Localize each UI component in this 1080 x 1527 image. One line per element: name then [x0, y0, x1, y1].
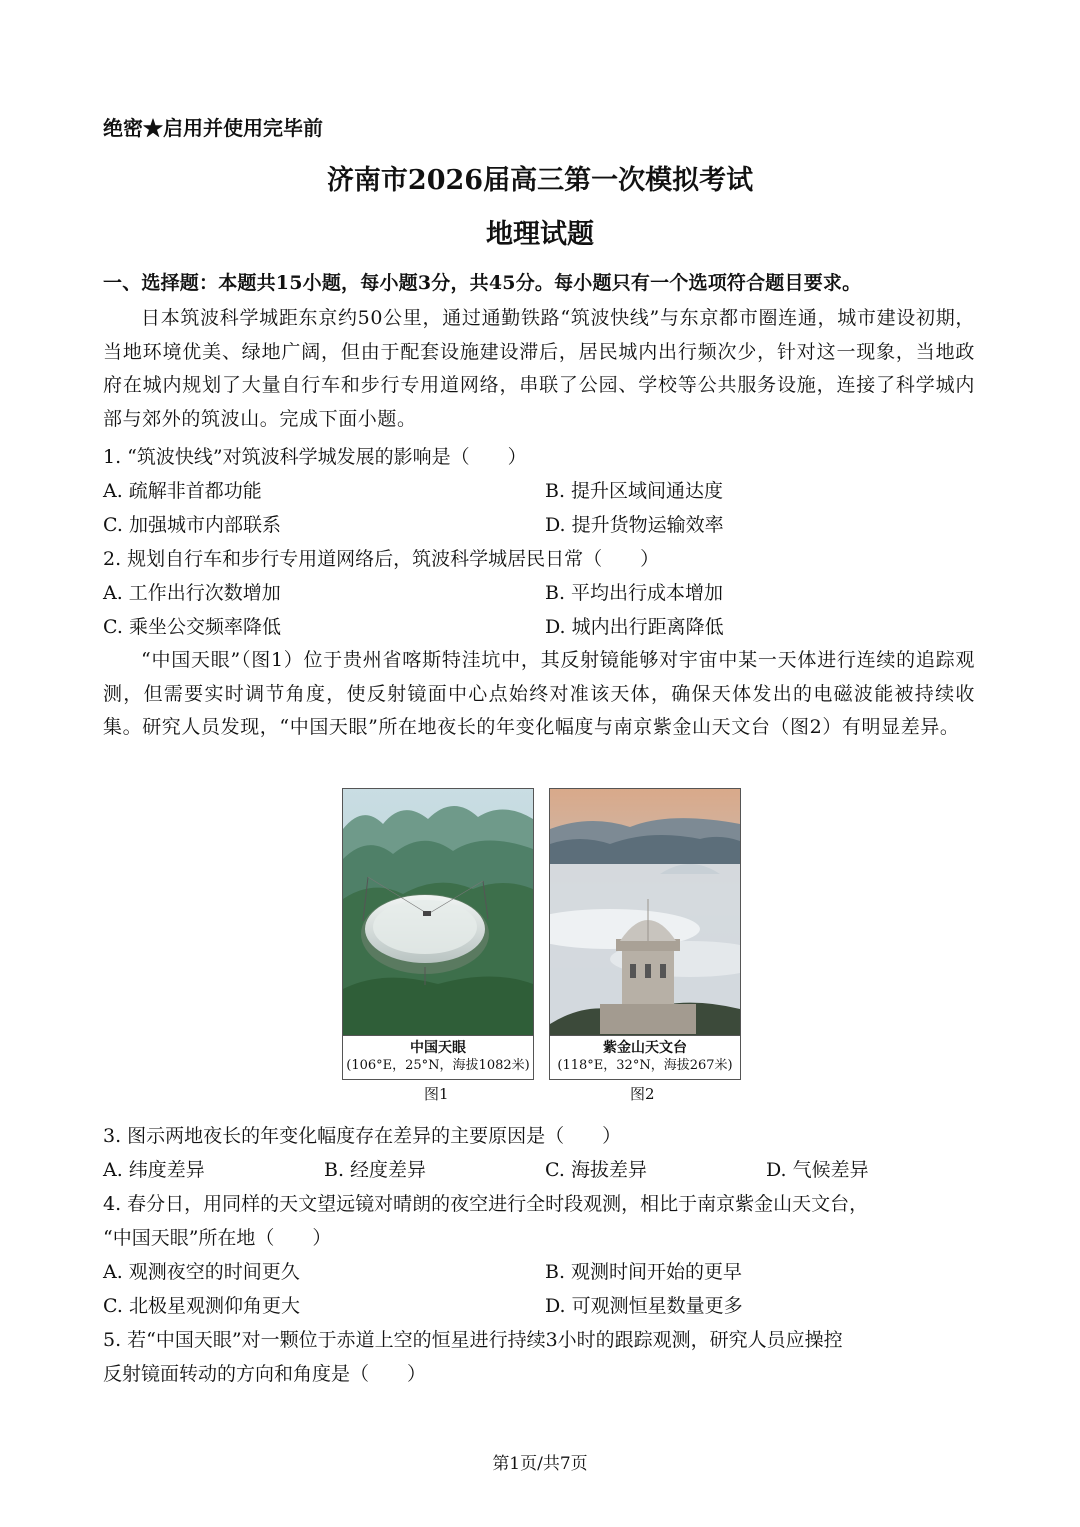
- figure-1-label: 图1: [424, 1085, 449, 1103]
- page-footer: 第1页/共7页: [492, 1454, 588, 1474]
- question-3-stem: 3. 图示两地夜长的年变化幅度存在差异的主要原因是（ ）: [103, 1125, 622, 1147]
- figure-2-label: 图2: [630, 1085, 655, 1103]
- confidential-label: 绝密★启用并使用完毕前: [103, 116, 323, 140]
- question-5-stem-line1: 5. 若“中国天眼”对一颗位于赤道上空的恒星进行持续3小时的跟踪观测，研究人员应操控: [103, 1329, 843, 1351]
- subject-title: 地理试题: [486, 219, 594, 250]
- question-4-option-c: C. 北极星观测仰角更大: [103, 1295, 300, 1317]
- question-1-option-a: A. 疏解非首都功能: [103, 480, 262, 502]
- question-1-option-d: D. 提升货物运输效率: [545, 514, 724, 536]
- question-3-option-a: A. 纬度差异: [103, 1159, 205, 1181]
- question-4-option-b: B. 观测时间开始的更早: [545, 1261, 743, 1283]
- passage-tsukuba: 日本筑波科学城距东京约50公里，通过通勤铁路“筑波快线”与东京都市圈连通，城市建设初期，当地环境优美、绿地广阔，但由于配套设施建设滞后，居民城内出行频次少，针对这一现象，当地政府在城内规划了大量自行车和步行专用道网络，串联了公园、学校等公共服务设施，连接了科学城内部与郊外的筑波山。完成下面小题。: [103, 307, 975, 430]
- section-heading: 一、选择题：本题共15小题，每小题3分，共45分。每小题只有一个选项符合题目要求。: [103, 272, 862, 294]
- question-2-stem: 2. 规划自行车和步行专用道网络后，筑波科学城居民日常（ ）: [103, 548, 660, 570]
- question-3-option-d: D. 气候差异: [766, 1159, 869, 1181]
- question-3-option-b: B. 经度差异: [324, 1159, 427, 1181]
- question-2-option-b: B. 平均出行成本增加: [545, 582, 724, 604]
- figure-2-name: 紫金山天文台: [603, 1040, 687, 1056]
- passage-fast-telescope: “中国天眼”（图1）位于贵州省喀斯特洼坑中，其反射镜能够对宇宙中某一天体进行连续的追踪观测，但需要实时调节角度，使反射镜面中心点始终对准该天体，确保天体发出的电磁波能被持续收集。研究人员发现，“中国天眼”所在地夜长的年变化幅度与南京紫金山天文台（图2）有明显差异。: [103, 649, 975, 738]
- question-2-option-d: D. 城内出行距离降低: [545, 616, 724, 638]
- figure-1-caption-box: [343, 1035, 533, 1080]
- question-1-option-c: C. 加强城市内部联系: [103, 514, 281, 536]
- figure-1-info: (106°E，25°N，海拔1082米): [346, 1058, 530, 1073]
- question-5-stem-line2: 反射镜面转动的方向和角度是（ ）: [103, 1363, 427, 1385]
- question-2-option-c: C. 乘坐公交频率降低: [103, 616, 281, 638]
- figure-2-info: (118°E，32°N，海拔267米): [557, 1058, 733, 1073]
- question-4-option-a: A. 观测夜空的时间更久: [103, 1261, 300, 1283]
- exam-title: 济南市2026届高三第一次模拟考试: [326, 165, 754, 196]
- figure-2-caption-box: [550, 1035, 740, 1080]
- question-4-option-d: D. 可观测恒星数量更多: [545, 1295, 743, 1317]
- question-1-stem: 1. “筑波快线”对筑波科学城发展的影响是（ ）: [103, 446, 527, 468]
- question-1-option-b: B. 提升区域间通达度: [545, 480, 724, 502]
- figure-1-name: 中国天眼: [410, 1040, 466, 1056]
- question-4-stem-line2: “中国天眼”所在地（ ）: [103, 1227, 332, 1249]
- question-3-option-c: C. 海拔差异: [545, 1159, 647, 1181]
- question-4-stem-line1: 4. 春分日，用同样的天文望远镜对晴朗的夜空进行全时段观测，相比于南京紫金山天文台，: [103, 1193, 869, 1215]
- question-2-option-a: A. 工作出行次数增加: [103, 582, 281, 604]
- figure-1-photo: [342, 788, 534, 1080]
- figure-2-photo: [549, 788, 741, 1080]
